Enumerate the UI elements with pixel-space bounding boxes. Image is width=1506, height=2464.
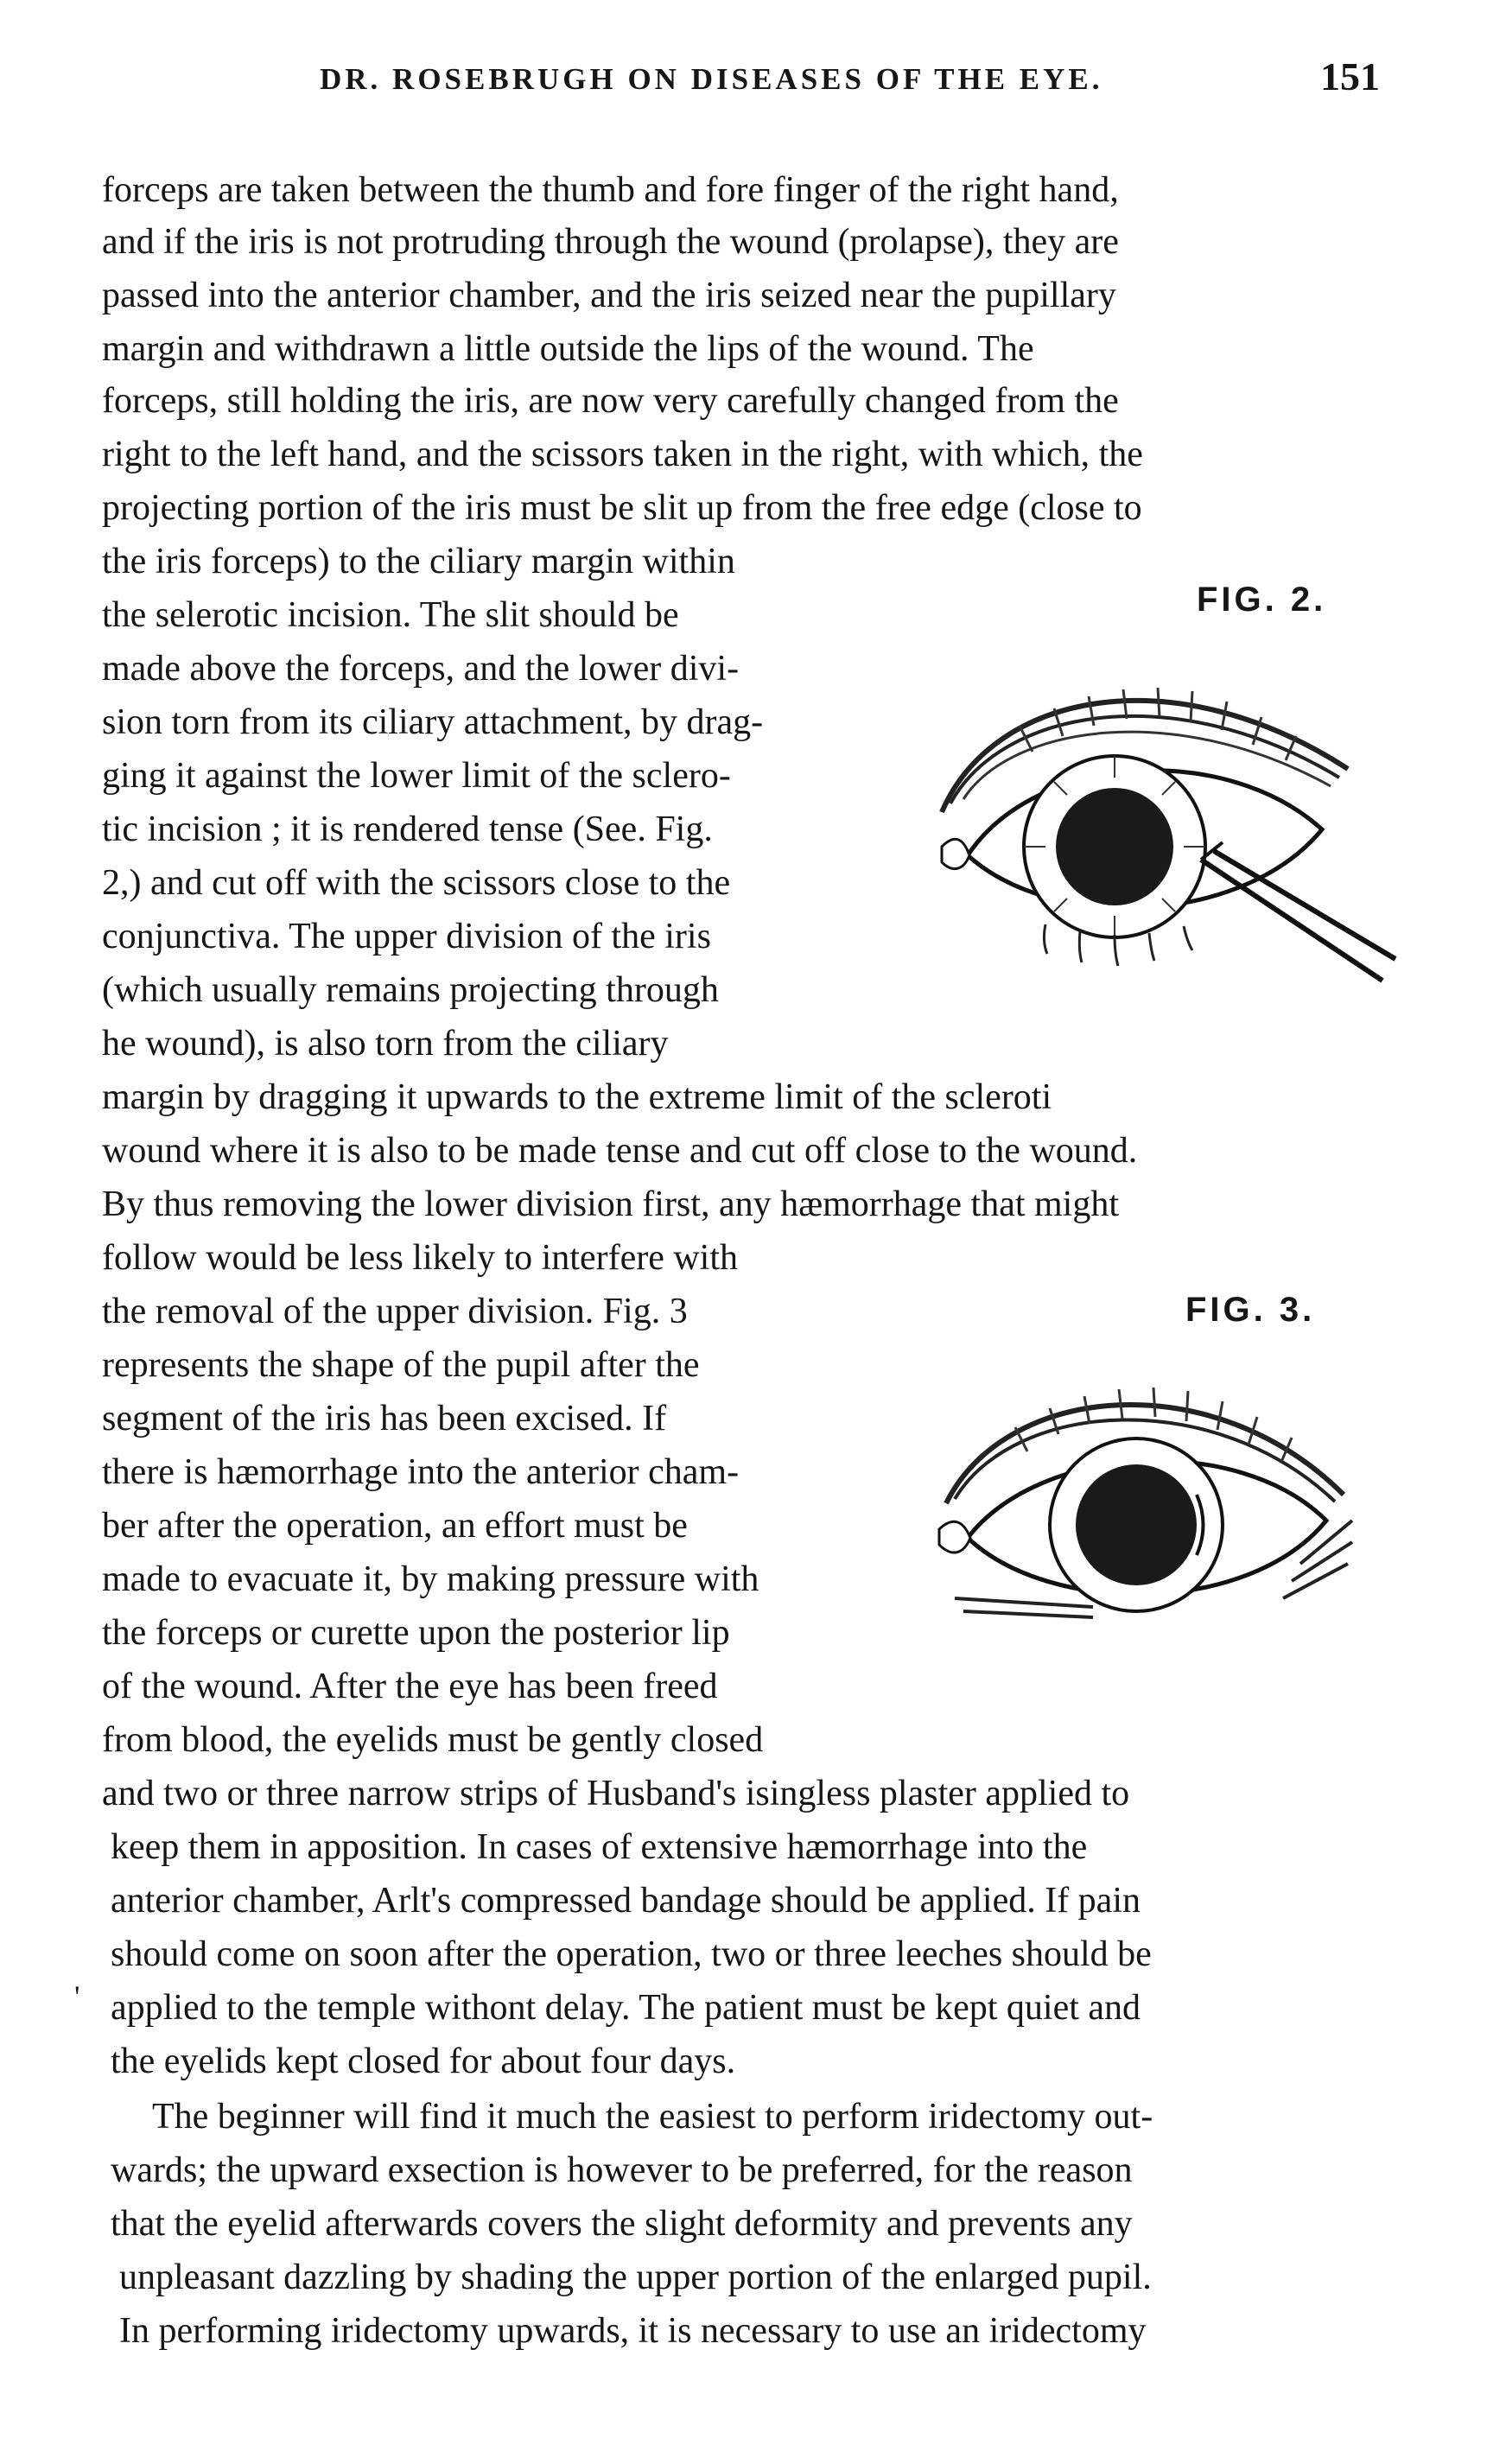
figure-2-caption: FIG. 2.: [1197, 581, 1327, 619]
text-line: of the wound. After the eye has been freed: [102, 1667, 718, 1706]
text-line: conjunctiva. The upper division of the iris: [102, 917, 711, 956]
text-line: there is hæmorrhage into the anterior cham-: [102, 1452, 740, 1492]
text-line: sion torn from its ciliary attachment, by drag-: [102, 702, 764, 742]
text-line: from blood, the eyelids must be gently closed: [102, 1720, 764, 1760]
text-line: anterior chamber, Arlt's compressed bandage should be applied. If pain: [111, 1881, 1141, 1921]
text-line: ging it against the lower limit of the sclero-: [102, 756, 731, 796]
text-line: follow would be less likely to interfere with: [102, 1238, 739, 1278]
text-line: forceps, still holding the iris, are now very carefully changed from the: [102, 381, 1119, 421]
text-line: and if the iris is not protruding through the wound (prolapse), they are: [102, 222, 1119, 262]
text-line: ber after the operation, an effort must be: [102, 1506, 688, 1546]
text-line: the eyelids kept closed for about four days.: [111, 2042, 736, 2081]
figure-3-eye-illustration: [920, 1348, 1369, 1676]
page-number: 151: [1320, 54, 1380, 98]
text-line: forceps are taken between the thumb and fore finger of the right hand,: [102, 170, 1119, 210]
text-line: The beginner will find it much the easiest to perform iridectomy out-: [152, 2097, 1153, 2137]
figure-2-eye-illustration: [916, 639, 1400, 1002]
text-line: passed into the anterior chamber, and the iris seized near the pupillary: [102, 276, 1116, 315]
text-line: wound where it is also to be made tense and cut off close to the wound.: [102, 1131, 1138, 1171]
text-line: unpleasant dazzling by shading the upper portion of the enlarged pupil.: [119, 2258, 1152, 2297]
figure-3-caption: FIG. 3.: [1185, 1291, 1316, 1329]
text-line: 2,) and cut off with the scissors close to the: [102, 863, 731, 903]
text-line: represents the shape of the pupil after the: [102, 1345, 700, 1385]
text-line: (which usually remains projecting through: [102, 970, 719, 1010]
text-line: made to evacuate it, by making pressure with: [102, 1559, 759, 1599]
text-line: margin by dragging it upwards to the extreme limit of the scleroti: [102, 1077, 1052, 1117]
text-line: margin and withdrawn a little outside the lips of the wound. The: [102, 329, 1034, 369]
text-line: segment of the iris has been excised. If: [102, 1399, 667, 1438]
stray-mark: ': [74, 1979, 80, 2014]
text-line: projecting portion of the iris must be slit up from the free edge (close to: [102, 488, 1142, 528]
text-line: he wound), is also torn from the ciliary: [102, 1024, 669, 1064]
text-line: and two or three narrow strips of Husband's isingless plaster applied to: [102, 1774, 1130, 1813]
text-line: In performing iridectomy upwards, it is necessary to use an iridectomy: [119, 2311, 1147, 2351]
text-line: applied to the temple withont delay. The patient must be kept quiet and: [111, 1988, 1141, 2028]
text-line: the removal of the upper division. Fig. 3: [102, 1292, 688, 1331]
text-line: should come on soon after the operation, two or three leeches should be: [111, 1934, 1152, 1974]
text-line: that the eyelid afterwards covers the slight deformity and prevents any: [111, 2204, 1133, 2244]
running-head: DR. ROSEBRUGH ON DISEASES OF THE EYE.: [320, 62, 1103, 96]
text-line: tic incision ; it is rendered tense (See. Fig.: [102, 810, 713, 849]
text-line: made above the forceps, and the lower divi-: [102, 649, 740, 689]
text-line: the selerotic incision. The slit should be: [102, 595, 679, 635]
text-line: the iris forceps) to the ciliary margin within: [102, 542, 735, 581]
text-line: right to the left hand, and the scissors taken in the right, with which, the: [102, 435, 1143, 474]
text-line: the forceps or curette upon the posterior lip: [102, 1613, 730, 1653]
text-line: By thus removing the lower division first, any hæmorrhage that might: [102, 1184, 1120, 1224]
text-line: wards; the upward exsection is however to be preferred, for the reason: [111, 2150, 1133, 2190]
text-line: keep them in apposition. In cases of extensive hæmorrhage into the: [111, 1827, 1088, 1867]
